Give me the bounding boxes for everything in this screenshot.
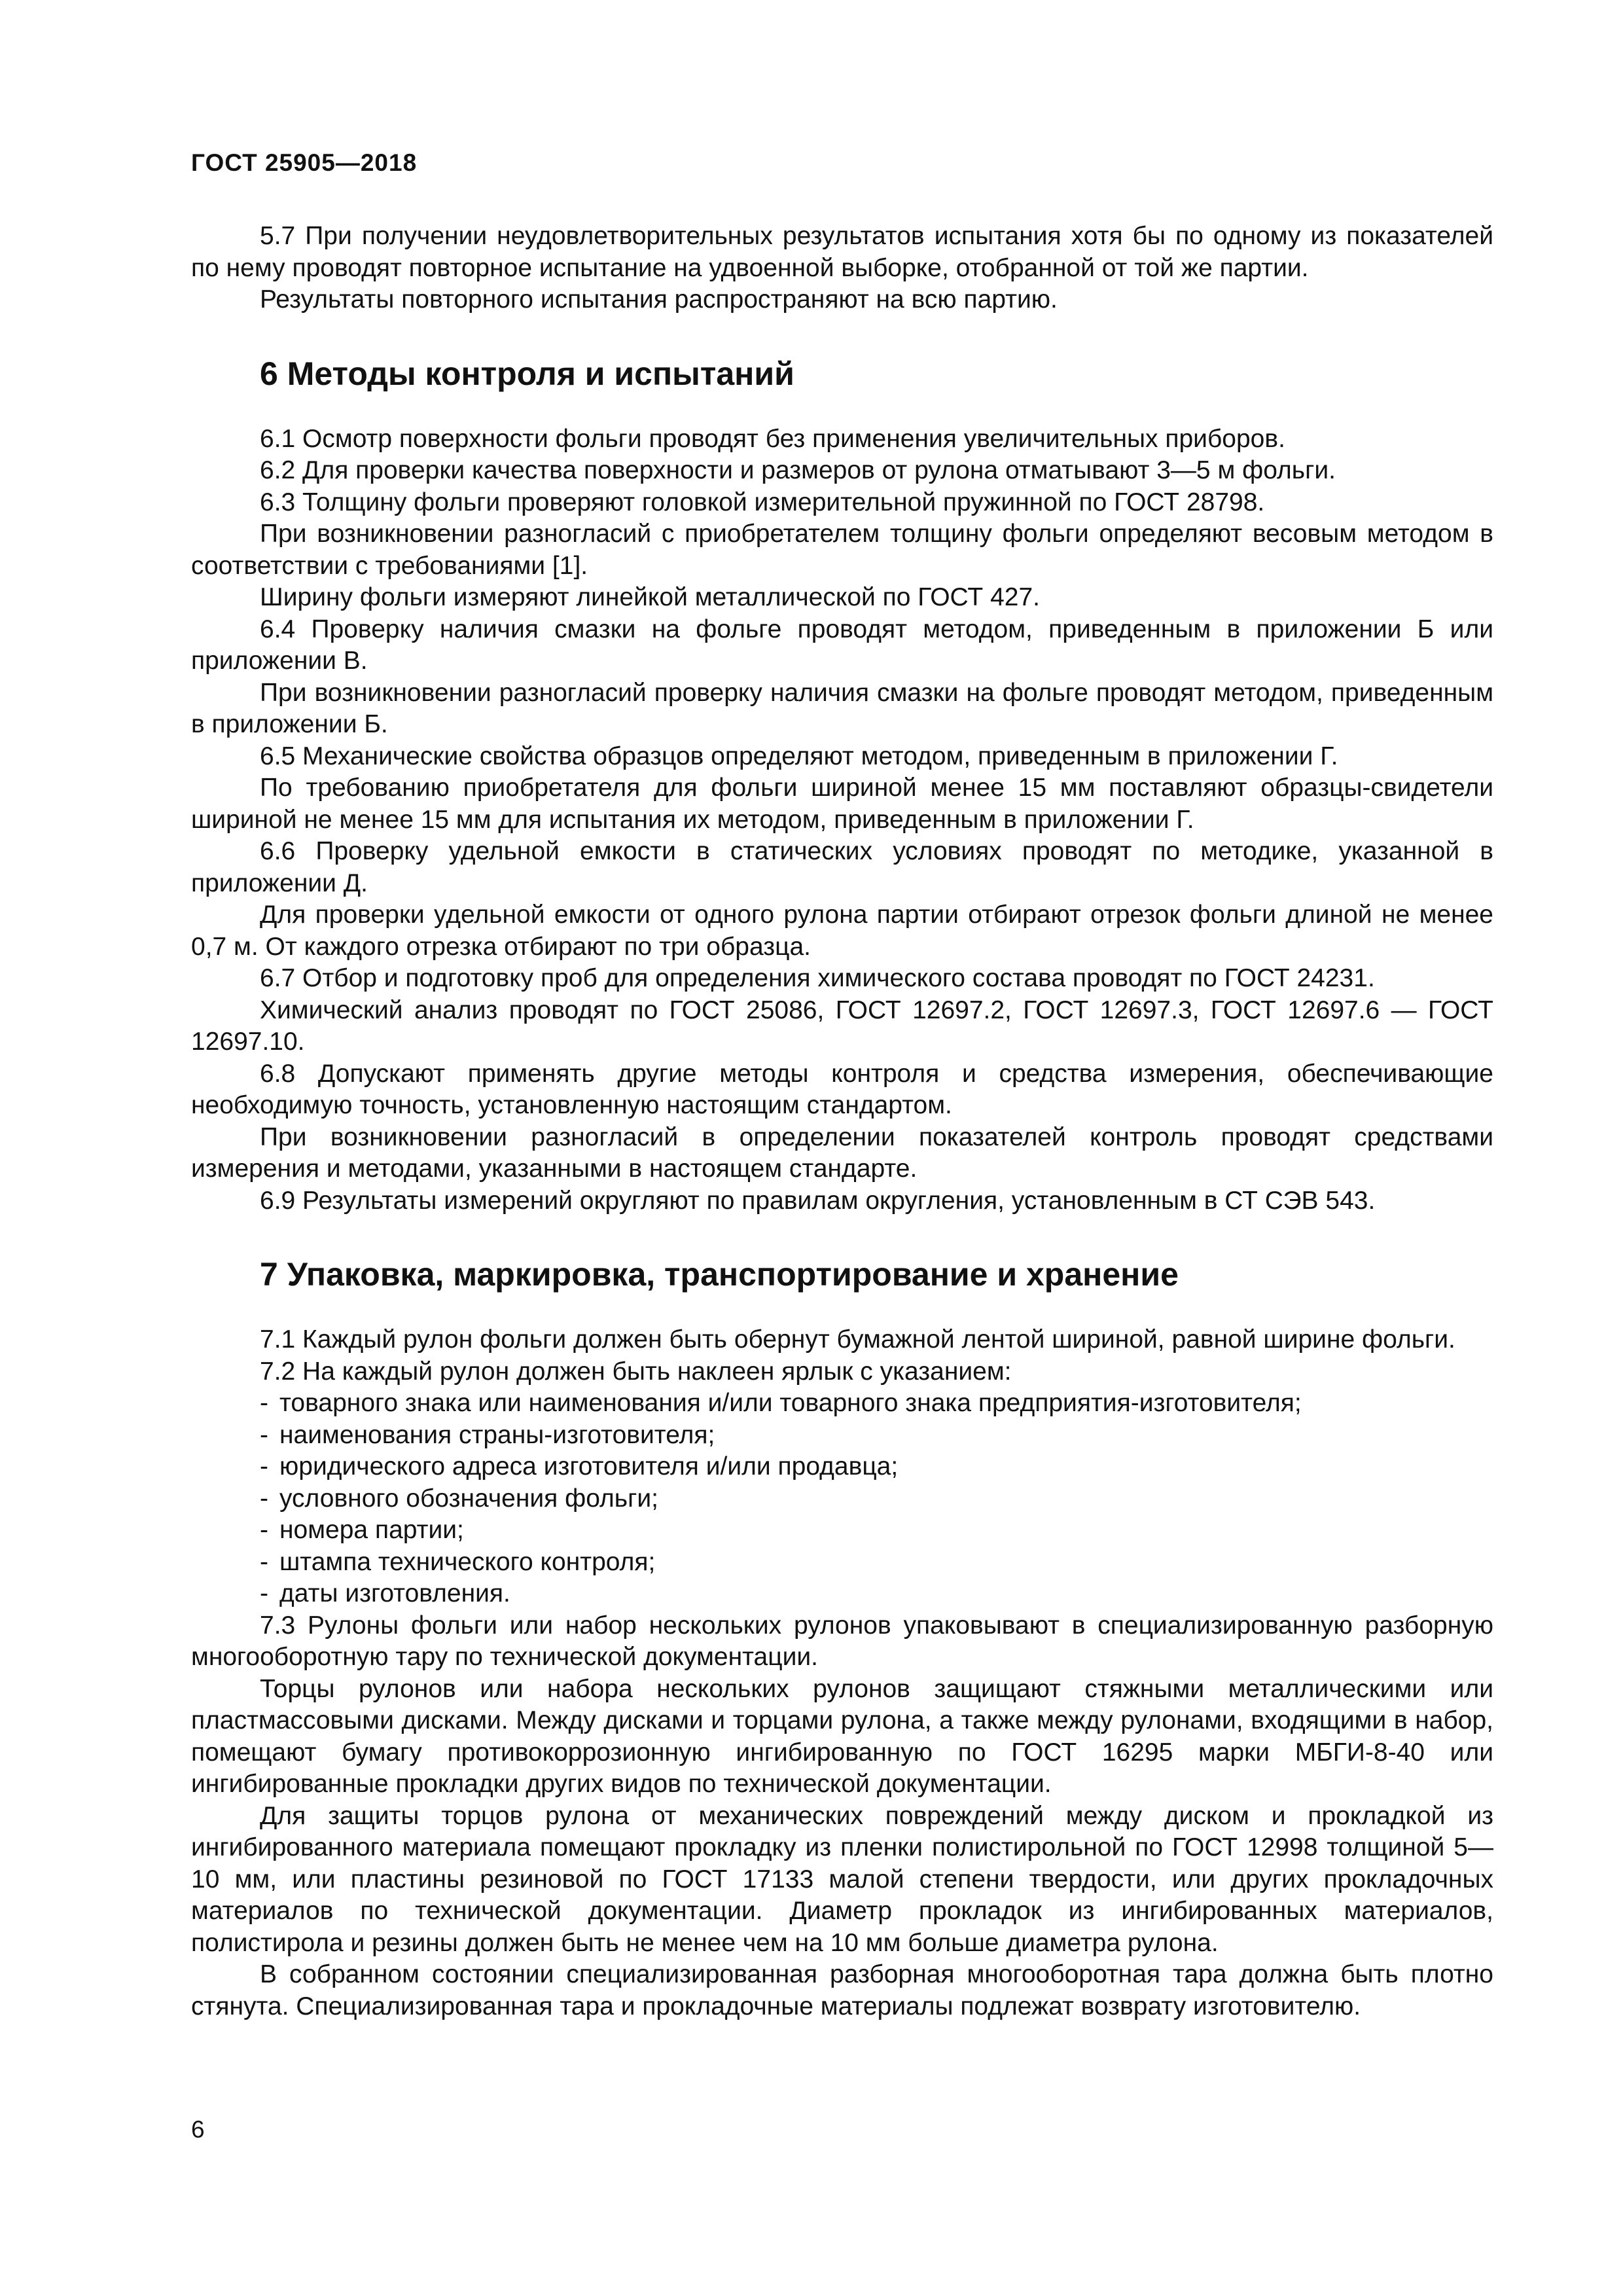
paragraph: 6.4 Проверку наличия смазки на фольге проводят методом, приведенным в приложении Б или приложении В. [191, 615, 1493, 675]
paragraph: Результаты повторного испытания распространяют на всю партию. [260, 285, 1058, 314]
list-item-text: номера партии; [279, 1516, 464, 1544]
section-6-heading: 6 Методы контроля и испытаний [260, 355, 794, 392]
paragraph: 6.2 Для проверки качества поверхности и размеров от рулона отматывают 3—5 м фольги. [260, 456, 1336, 484]
document-header: ГОСТ 25905—2018 [191, 149, 418, 176]
paragraph: Химический анализ проводят по ГОСТ 25086, ГОСТ 12697.2, ГОСТ 12697.3, ГОСТ 12697.6 — ГОСТ 12697.10. [191, 996, 1493, 1056]
section-7-body [191, 1324, 1493, 2022]
paragraph: 6.1 Осмотр поверхности фольги проводят без применения увеличительных приборов. [260, 424, 1285, 453]
list-item-text: даты изготовления. [279, 1579, 510, 1607]
list-item [191, 1515, 1493, 1547]
list-item [191, 1547, 1493, 1579]
list-dash: - [260, 1452, 268, 1480]
list-dash: - [260, 1389, 268, 1417]
list-item-text: юридического адреса изготовителя и/или продавца; [279, 1452, 899, 1480]
document-body [191, 221, 1493, 2022]
list-item-text: наименования страны-изготовителя; [279, 1420, 715, 1449]
paragraph: 6.8 Допускают применять другие методы контроля и средства измерения, обеспечивающие необходимую точность, установленную настоящим стандартом. [191, 1059, 1493, 1119]
list-dash: - [260, 1579, 268, 1607]
paragraph: Торцы рулонов или набора нескольких рулонов защищают стяжными металлическими или пластмассовыми дисками. Между дисками и торцами рулона, а также между рулонами, входящими в набор, помещают бумагу противокоррозионную ингибированную по ГОСТ 16295 марки МБГИ-8-40 или ингибированные прокладки других видов по технической документации. [191, 1674, 1493, 1798]
paragraph: 6.6 Проверку удельной емкости в статических условиях проводят по методике, указанной в приложении Д. [191, 837, 1493, 897]
list-item [191, 1388, 1493, 1420]
clause-5-7 [191, 221, 1493, 316]
paragraph: Для проверки удельной емкости от одного рулона партии отбирают отрезок фольги длиной не менее 0,7 м. От каждого отрезка отбирают по три образца. [191, 901, 1493, 961]
list-item-text: штампа технического контроля; [279, 1547, 656, 1576]
section-7-heading: 7 Упаковка, маркировка, транспортирование и хранение [260, 1256, 1179, 1293]
paragraph: 5.7 При получении неудовлетворительных результатов испытания хотя бы по одному из показателей по нему проводят повторное испытание на удвоенной выборке, отобранной от той же партии. [191, 222, 1493, 282]
label-requirements-list [191, 1388, 1493, 1610]
list-item [191, 1483, 1493, 1515]
page-number: 6 [191, 2116, 205, 2143]
list-dash: - [260, 1420, 268, 1449]
paragraph: 7.3 Рулоны фольги или набор нескольких рулонов упаковывают в специализированную разборную многооборотную тару по технической документации. [191, 1611, 1493, 1671]
paragraph: По требованию приобретателя для фольги шириной менее 15 мм поставляют образцы-свидетели шириной не менее 15 мм для испытания их методом, приведенным в приложении Г. [191, 774, 1493, 834]
paragraph: Ширину фольги измеряют линейкой металлической по ГОСТ 427. [260, 583, 1040, 611]
list-dash: - [260, 1484, 268, 1513]
paragraph: 6.9 Результаты измерений округляют по правилам округления, установленным в СТ СЭВ 543. [260, 1186, 1376, 1215]
paragraph: 7.2 На каждый рулон должен быть наклеен ярлык с указанием: [260, 1357, 1012, 1386]
paragraph: При возникновении разногласий с приобретателем толщину фольги определяют весовым методом в соответствии с требованиями [1]. [191, 520, 1493, 580]
paragraph: При возникновении разногласий проверку наличия смазки на фольге проводят методом, приведенным в приложении Б. [191, 678, 1493, 738]
list-item-text: условного обозначения фольги; [279, 1484, 658, 1513]
list-dash: - [260, 1516, 268, 1544]
list-item [191, 1420, 1493, 1452]
paragraph: 6.7 Отбор и подготовку проб для определения химического состава проводят по ГОСТ 24231. [260, 964, 1375, 992]
paragraph: 7.1 Каждый рулон фольги должен быть обернут бумажной лентой шириной, равной ширине фольги. [260, 1325, 1455, 1354]
list-item-text: товарного знака или наименования и/или товарного знака предприятия-изготовителя; [279, 1389, 1302, 1417]
section-6-body [191, 423, 1493, 1217]
paragraph: При возникновении разногласий в определении показателей контроль проводят средствами измерения и методами, указанными в настоящем стандарте. [191, 1122, 1493, 1183]
list-item [191, 1451, 1493, 1483]
paragraph: Для защиты торцов рулона от механических повреждений между диском и прокладкой из ингибированного материала помещают прокладку из пленки полистирольной по ГОСТ 12998 толщиной 5—10 мм, или пластины резиновой по ГОСТ 17133 малой степени твердости, или других прокладочных материалов по технической документации. Диаметр прокладок из ингибированных материалов, полистирола и резины должен быть не менее чем на 10 мм больше диаметра рулона. [191, 1801, 1493, 1957]
paragraph: В собранном состоянии специализированная разборная многооборотная тара должна быть плотно стянута. Специализированная тара и прокладочные материалы подлежат возврату изготовителю. [191, 1960, 1493, 2020]
list-item [191, 1578, 1493, 1610]
paragraph: 6.3 Толщину фольги проверяют головкой измерительной пружинной по ГОСТ 28798. [260, 488, 1265, 516]
list-dash: - [260, 1547, 268, 1576]
paragraph: 6.5 Механические свойства образцов определяют методом, приведенным в приложении Г. [260, 742, 1338, 770]
